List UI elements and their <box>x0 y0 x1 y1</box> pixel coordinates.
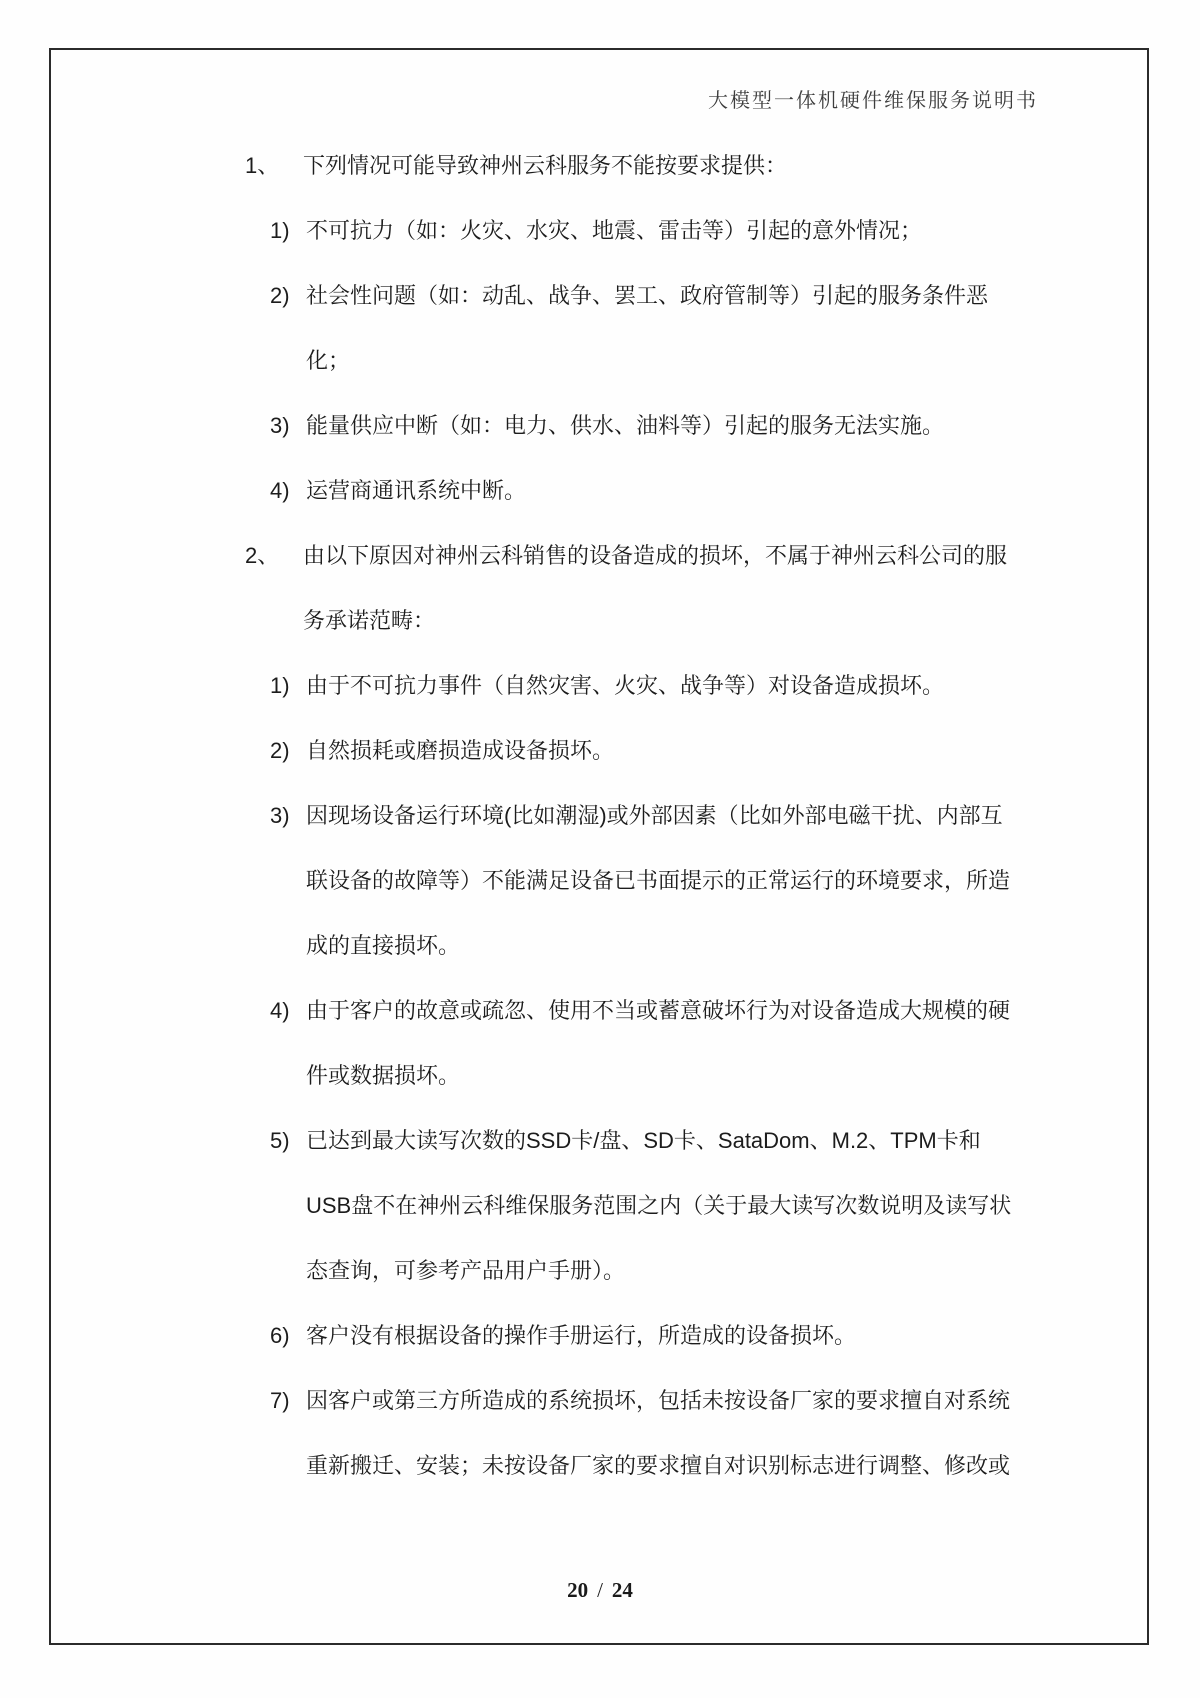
item-number: 1) <box>270 218 290 243</box>
item-number: 4) <box>270 478 290 503</box>
item-number: 1) <box>270 673 290 698</box>
item-text: 社会性问题（如：动乱、战争、罢工、政府管制等）引起的服务条件恶化； <box>306 283 989 373</box>
list-item <box>270 783 1017 978</box>
item-number: 3) <box>270 413 290 438</box>
item-number: 2) <box>270 283 290 308</box>
list-item <box>270 198 1017 263</box>
list-item <box>270 1108 1017 1303</box>
item-text: 能量供应中断（如：电力、供水、油料等）引起的服务无法实施。 <box>306 413 945 438</box>
list-item <box>270 978 1017 1108</box>
item-number: 7) <box>270 1388 290 1413</box>
current-page-number: 20 <box>567 1578 589 1602</box>
item-text: 不可抗力（如：火灾、水灾、地震、雷击等）引起的意外情况； <box>306 218 923 243</box>
section-title: 下列情况可能导致神州云科服务不能按要求提供： <box>303 153 788 178</box>
list-item <box>270 1303 1017 1368</box>
total-page-number: 24 <box>611 1578 633 1602</box>
section <box>245 133 1017 198</box>
item-text: 自然损耗或磨损造成设备损坏。 <box>306 738 615 763</box>
item-number: 3) <box>270 803 290 828</box>
section-number: 2、 <box>245 543 280 568</box>
item-text: 运营商通讯系统中断。 <box>306 478 527 503</box>
list-item <box>270 263 1017 393</box>
page-footer <box>0 1578 1200 1603</box>
document-body <box>245 133 1017 1498</box>
list-item <box>270 1368 1017 1498</box>
item-text: 因现场设备运行环境(比如潮湿)或外部因素（比如外部电磁干扰、内部互联设备的故障等）不能满足设备已书面提示的正常运行的环境要求，所造成的直接损坏。 <box>306 803 1011 958</box>
section-title: 由以下原因对神州云科销售的设备造成的损坏，不属于神州云科公司的服务承诺范畴： <box>303 543 1008 633</box>
item-number: 2) <box>270 738 290 763</box>
item-text: 由于客户的故意或疏忽、使用不当或蓄意破坏行为对设备造成大规模的硬件或数据损坏。 <box>306 998 1011 1088</box>
list-item <box>270 458 1017 523</box>
section-number: 1、 <box>245 153 280 178</box>
page-header-title: 大模型一体机硬件维保服务说明书 <box>708 90 1038 112</box>
item-text: 因客户或第三方所造成的系统损坏，包括未按设备厂家的要求擅自对系统重新搬迁、安装；未按设备厂家的要求擅自对识别标志进行调整、修改或 <box>306 1388 1011 1478</box>
item-number: 6) <box>270 1323 290 1348</box>
list-item <box>270 393 1017 458</box>
list-item <box>270 653 1017 718</box>
item-number: 5) <box>270 1128 290 1153</box>
item-text: 由于不可抗力事件（自然灾害、火灾、战争等）对设备造成损坏。 <box>306 673 945 698</box>
item-number: 4) <box>270 998 290 1023</box>
page-number-separator: / <box>597 1578 603 1602</box>
item-text: 已达到最大读写次数的SSD卡/盘、SD卡、SataDom、M.2、TPM卡和USB盘不在神州云科维保服务范围之内（关于最大读写次数说明及读写状态查询，可参考产品用户手册）。 <box>306 1128 1012 1283</box>
list-item <box>270 718 1017 783</box>
section <box>245 523 1017 653</box>
item-text: 客户没有根据设备的操作手册运行，所造成的设备损坏。 <box>306 1323 857 1348</box>
